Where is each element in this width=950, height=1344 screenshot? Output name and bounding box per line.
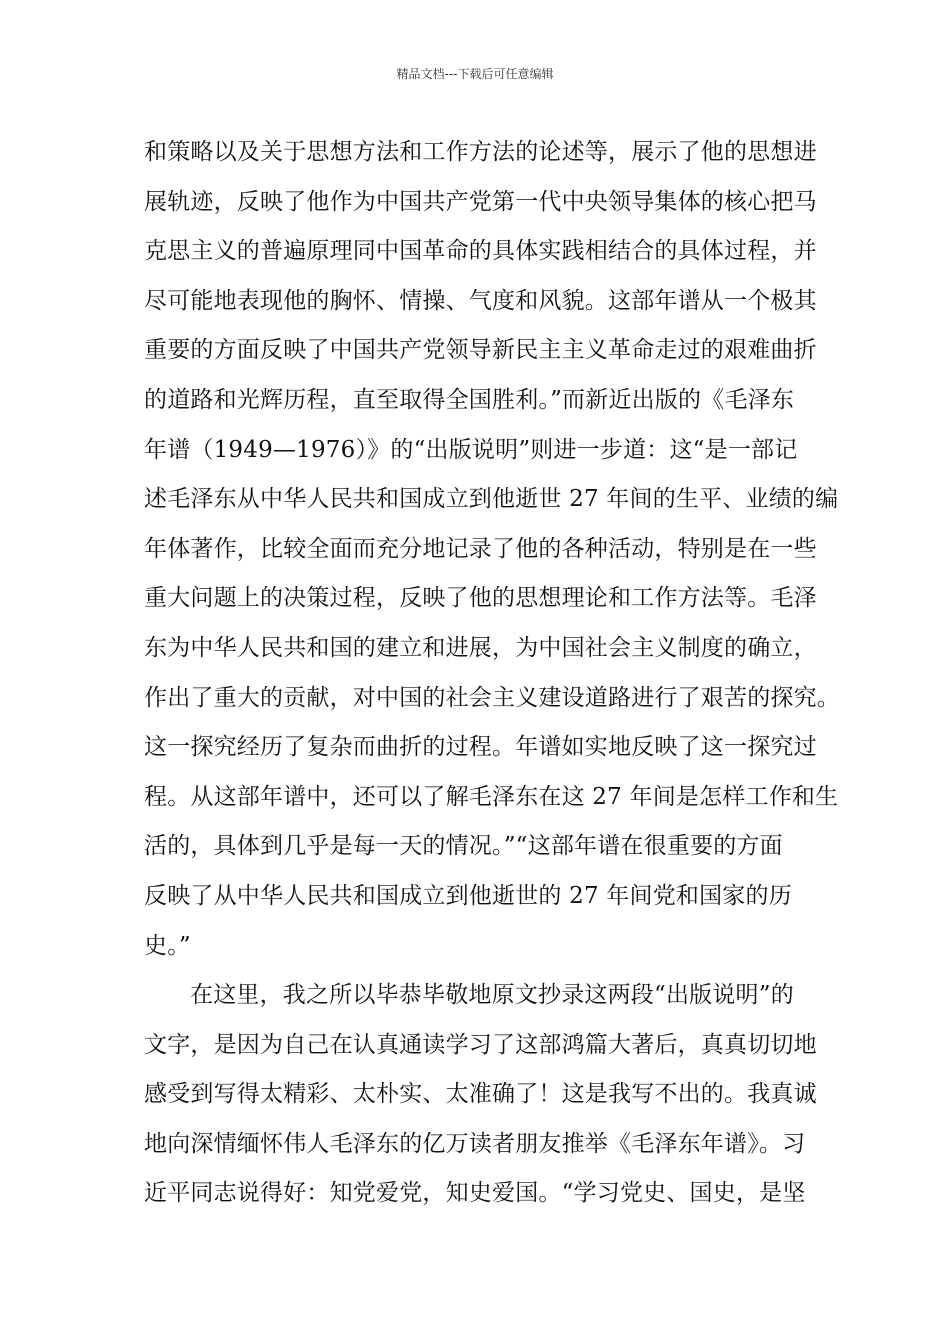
text-line: 这一探究经历了复杂而曲折的过程。年谱如实地反映了这一探究过 [144,734,817,761]
text-line: 作出了重大的贡献，对中国的社会主义建设道路进行了艰苦的探究。 [144,684,840,711]
text-line: 克思主义的普遍原理同中国革命的具体实践相结合的具体过程，并 [144,238,817,265]
text-line: 史。” [144,932,191,959]
text-line: 和策略以及关于思想方法和工作方法的论述等，展示了他的思想进 [144,139,817,165]
text-line: 东为中华人民共和国的建立和进展，为中国社会主义制度的确立， [144,634,817,661]
text-line: 年谱（1949—1976）》的“出版说明”则进一步道：这“是一部记 [144,436,798,463]
text-line: 重大问题上的决策过程，反映了他的思想理论和工作方法等。毛泽 [144,585,817,612]
text-line: 反映了从中华人民共和国成立到他逝世的 27 年间党和国家的历 [144,882,792,909]
text-line: 述毛泽东从中华人民共和国成立到他逝世 27 年间的生平、业绩的编 [144,486,839,513]
text-line: 近平同志说得好：知党爱党，知史爱国。“学习党史、国史，是坚 [144,1180,806,1207]
text-line: 展轨迹，反映了他作为中国共产党第一代中央领导集体的核心把马 [144,188,817,215]
paragraph-start-line: 在这里，我之所以毕恭毕敬地原文抄录这两段“出版说明”的 [190,982,794,1009]
text-line: 的道路和光辉历程，直至取得全国胜利。”而新近出版的《毛泽东 [144,386,795,413]
text-line: 程。从这部年谱中，还可以了解毛泽东在这 27 年间是怎样工作和生 [144,783,839,810]
body-text [144,128,840,1219]
page-header: 精品文档---下载后可任意编辑 [396,67,554,81]
text-line: 文字，是因为自己在认真通读学习了这部鸿篇大著后，真真切切地 [144,1031,817,1058]
text-line: 地向深情缅怀伟人毛泽东的亿万读者朋友推举《毛泽东年谱》。习 [144,1130,806,1157]
text-line: 年体著作，比较全面而充分地记录了他的各种活动，特别是在一些 [144,535,817,562]
text-line: 重要的方面反映了中国共产党领导新民主主义革命走过的艰难曲折 [144,337,817,364]
text-line: 感受到写得太精彩、太朴实、太准确了！这是我写不出的。我真诚 [144,1081,817,1108]
text-line: 活的，具体到几乎是每一天的情况。”“这部年谱在很重要的方面 [144,833,783,860]
text-line: 尽可能地表现他的胸怀、情操、气度和风貌。这部年谱从一个极其 [144,287,817,314]
